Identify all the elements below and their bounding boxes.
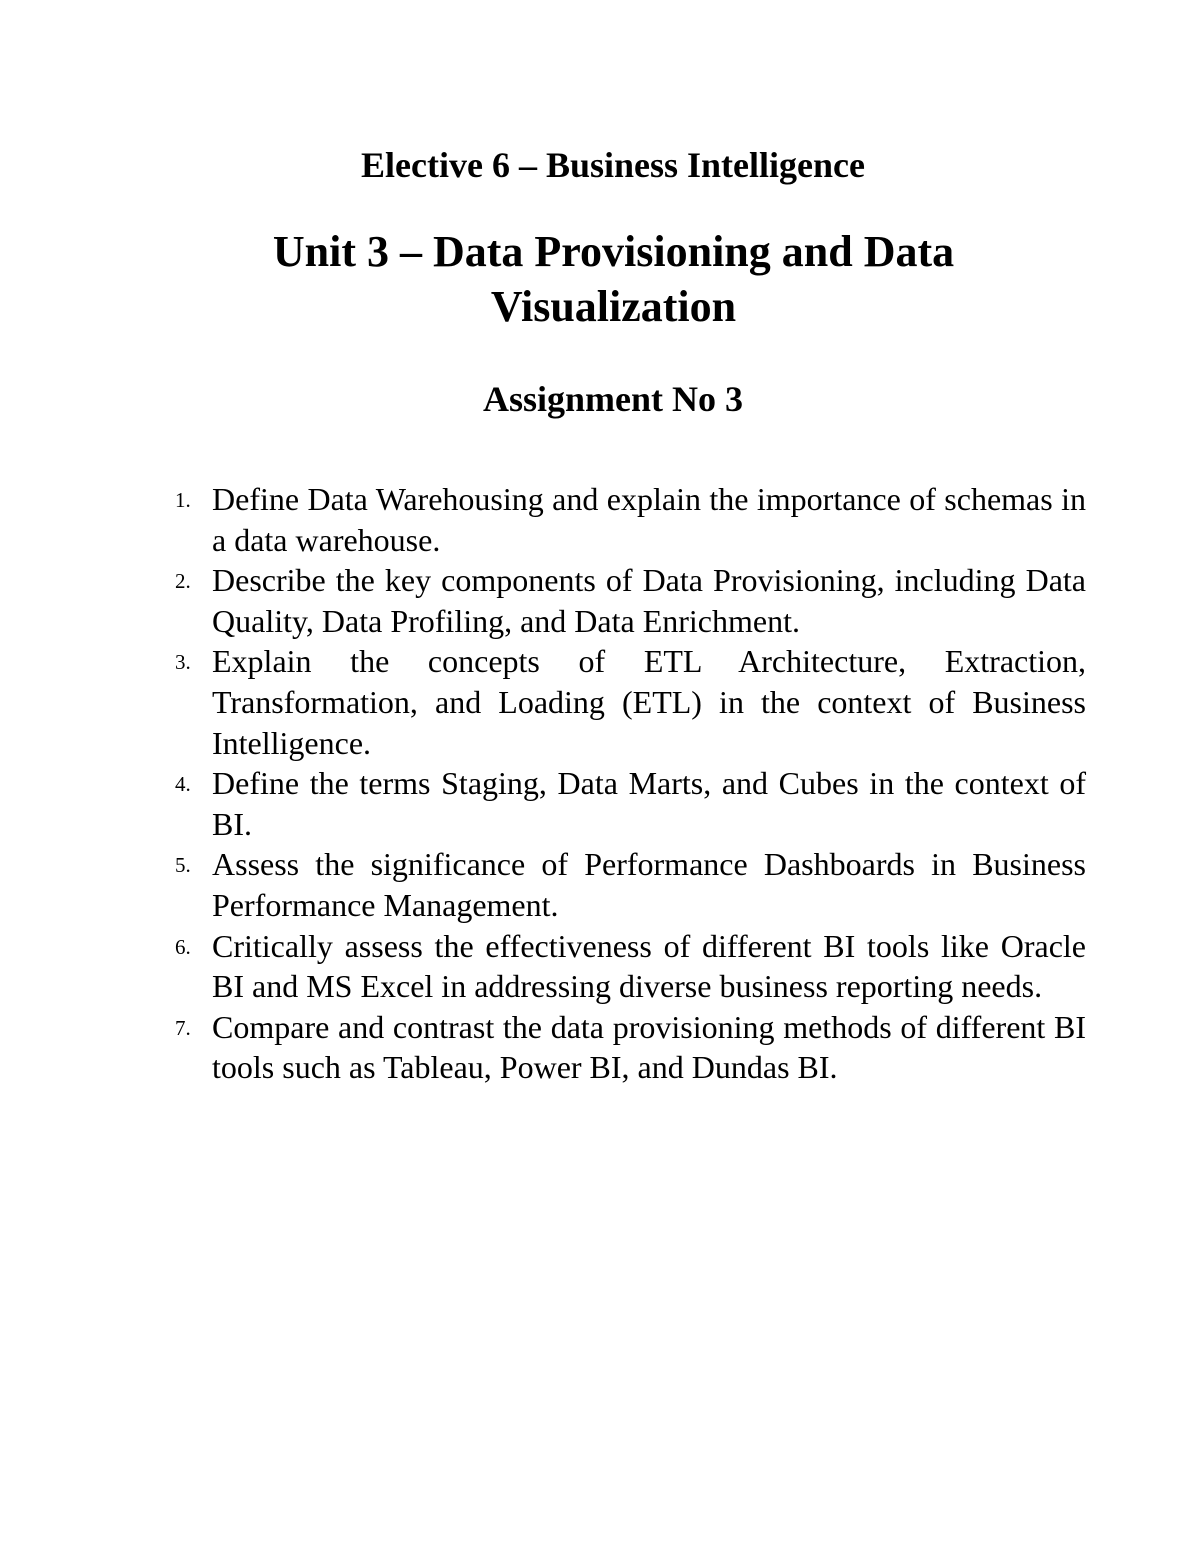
question-number: 3. bbox=[175, 650, 191, 675]
question-item bbox=[160, 1007, 1086, 1088]
question-number: 6. bbox=[175, 934, 191, 959]
question-text: Describe the key components of Data Provisioning, including Data Quality, Data Profiling, and Data Enrichment. bbox=[212, 562, 1086, 639]
question-number: 4. bbox=[175, 772, 191, 797]
unit-title: Unit 3 – Data Provisioning and Data Visualization bbox=[272, 227, 955, 331]
question-item bbox=[160, 926, 1086, 1007]
question-item bbox=[160, 844, 1086, 925]
question-item bbox=[160, 560, 1086, 641]
question-text: Explain the concepts of ETL Architecture, Extraction, Transformation, and Loading (ETL) in the context of Business Intelligence. bbox=[212, 643, 1086, 761]
course-title: Elective 6 – Business Intelligence bbox=[361, 145, 865, 185]
question-list bbox=[160, 479, 1086, 1088]
question-item bbox=[160, 641, 1086, 763]
question-text: Assess the significance of Performance Dashboards in Business Performance Management. bbox=[212, 846, 1086, 923]
question-text: Define Data Warehousing and explain the importance of schemas in a data warehouse. bbox=[212, 481, 1086, 558]
question-number: 7. bbox=[175, 1015, 191, 1040]
question-number: 1. bbox=[175, 488, 191, 512]
question-text: Critically assess the effectiveness of different BI tools like Oracle BI and MS Excel in addressing diverse business reporting needs. bbox=[212, 927, 1086, 1005]
question-text: Define the terms Staging, Data Marts, and Cubes in the context of BI. bbox=[212, 765, 1086, 842]
question-text: Compare and contrast the data provisioning methods of different BI tools such as Tableau, Power BI, and Dundas BI. bbox=[212, 1008, 1086, 1086]
question-number: 2. bbox=[175, 569, 191, 594]
question-item bbox=[160, 479, 1086, 560]
assignment-title: Assignment No 3 bbox=[482, 379, 743, 419]
question-item bbox=[160, 763, 1086, 844]
question-number: 5. bbox=[175, 853, 191, 878]
